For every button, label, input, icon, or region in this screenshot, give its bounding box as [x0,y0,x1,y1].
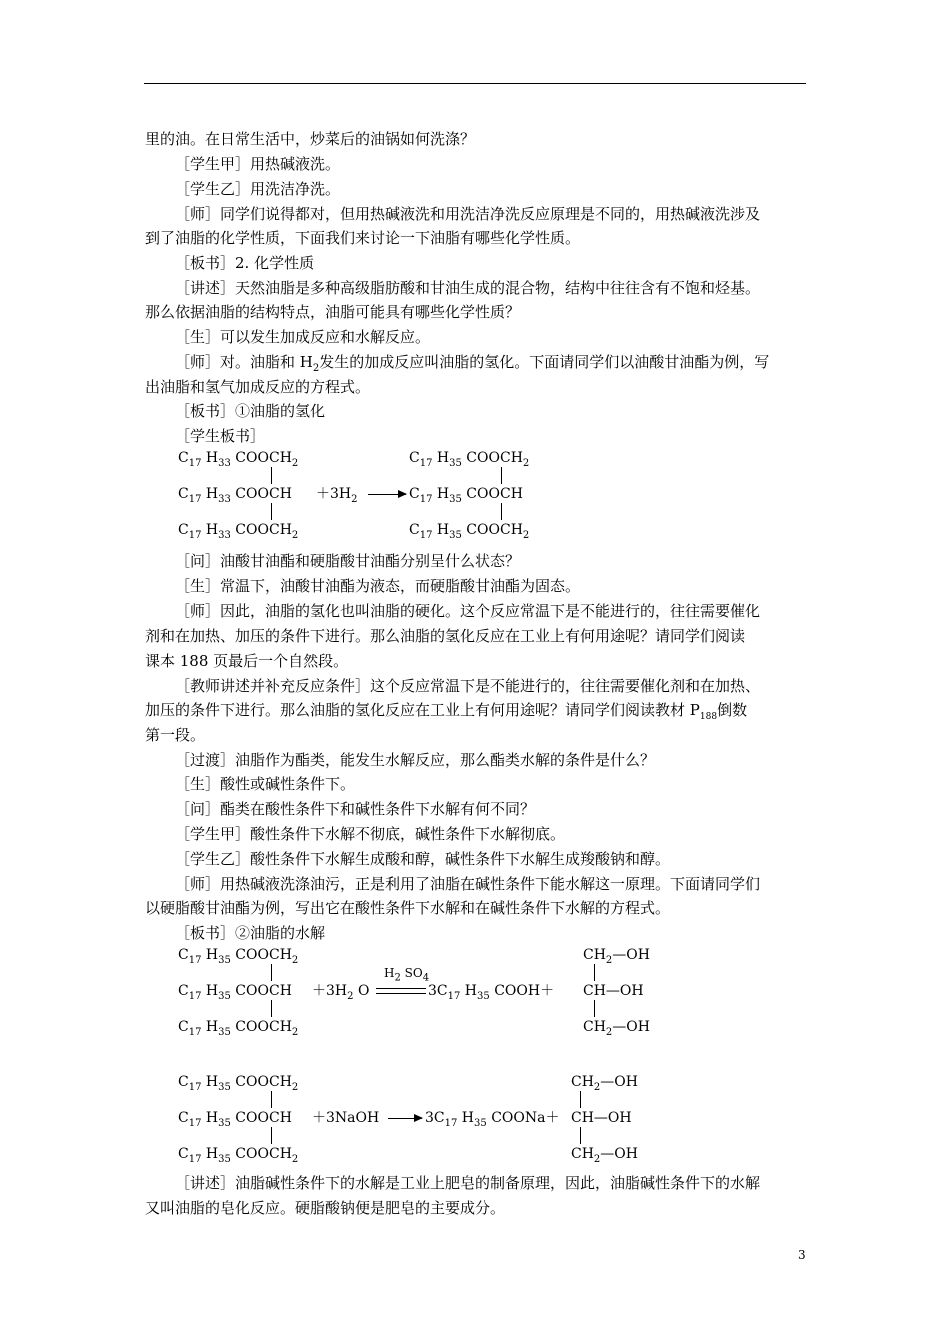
bond-line [271,1000,272,1017]
formula-left-top: $C_{17}$ $H_{35}$ $COOCH_2$ [178,1074,299,1093]
reaction-arrow [368,494,406,495]
formula-left-top: $C_{17}$ $H_{33}$ $COOCH_2$ [178,450,299,469]
text-line: ［师］同学们说得都对，但用热碱液洗和用洗洁净洗反应原理是不同的，用热碱液洗涉及 [175,205,761,223]
subscript: 2 [312,363,320,374]
text-line: 里的油。在日常生活中，炒菜后的油锅如何洗涤？ [145,130,476,148]
text-line: ［学生甲］用热碱液洗。 [175,155,341,173]
formula-left-mid: $C_{17}$ $H_{35}$ COOCH [178,1110,292,1129]
text-line: ［学生板书］ [175,427,266,445]
bond-line [501,467,502,484]
text-line: 课本 188 页最后一个自然段。 [145,652,349,670]
text-line: 那么依据油脂的结构特点，油脂可能具有哪些化学性质？ [145,303,521,321]
reaction-condition: $H_2$ $SO_4$ [384,966,430,984]
subscript: 188 [699,712,718,722]
text-line: 以硬脂酸甘油酯为例，写出它在酸性条件下水解和在碱性条件下水解的方程式。 [145,899,671,917]
text-line: ［生］酸性或碱性条件下。 [175,775,356,793]
text-line: 又叫油脂的皂化反应。硬脂酸钠便是肥皂的主要成分。 [145,1199,506,1217]
text-span: 发生的加成反应叫油脂的氢化。下面请同学们以油酸甘油酯为例，写 [319,353,770,371]
formula-left-bot: $C_{17}$ $H_{35}$ $COOCH_2$ [178,1019,299,1038]
formula-left-mid: $C_{17}$ $H_{33}$ COOCH [178,486,292,505]
text-line: 出油脂和氢气加成反应的方程式。 [145,378,371,396]
bond-line [594,964,595,981]
text-line: ［学生乙］酸性条件下水解生成酸和醇，碱性条件下水解生成羧酸钠和醇。 [175,850,671,868]
bond-line [594,1000,595,1017]
glycerol-mid: CH—OH [583,983,644,999]
text-line: ［板书］①油脂的氢化 [175,402,326,420]
text-line: ［过渡］油脂作为酯类，能发生水解反应，那么酯类水解的条件是什么？ [175,751,656,769]
page-number: 3 [798,1248,806,1262]
text-line: ［问］油酸甘油酯和硬脂酸甘油酯分别呈什么状态？ [175,552,521,570]
text-line: 到了油脂的化学性质，下面我们来讨论一下油脂有哪些化学性质。 [145,229,581,247]
text-line: ［板书］2. 化学性质 [175,254,315,272]
text-span: ［师］对。油脂和 H [175,353,313,371]
text-span: 加压的条件下进行。那么油脂的氢化反应在工业上有何用途呢？请同学们阅读教材 P [145,701,700,719]
formula-right-top: $C_{17}$ $H_{35}$ $COOCH_2$ [409,450,530,469]
reagent-water: $+3H_2$ O [312,983,370,1002]
bond-line [271,1091,272,1108]
formula-left-bot: $C_{17}$ $H_{33}$ $COOCH_2$ [178,522,299,541]
bond-line [580,1091,581,1108]
formula-left-mid: $C_{17}$ $H_{35}$ COOCH [178,983,292,1002]
glycerol-bot: $CH_2—OH$ [583,1019,650,1038]
product-sodium-stearate: $3C_{17}$ $H_{35}$ COONa＋ [425,1110,560,1129]
glycerol-mid: CH—OH [571,1110,632,1126]
formula-right-bot: $C_{17}$ $H_{35}$ $COOCH_2$ [409,522,530,541]
text-line: ［师］因此，油脂的氢化也叫油脂的硬化。这个反应常温下是不能进行的，往往需要催化 [175,602,761,620]
bond-line [501,503,502,520]
text-span: 倒数 [717,701,748,719]
text-line: ［生］常温下，油酸甘油酯为液态，而硬脂酸甘油酯为固态。 [175,577,581,595]
text-line: 第一段。 [145,726,206,744]
reagent-naoh: ＋3NaOH [312,1110,380,1126]
text-line [145,698,747,730]
bond-line [271,964,272,981]
formula-left-top: $C_{17}$ $H_{35}$ $COOCH_2$ [178,947,299,966]
glycerol-bot: $CH_2—OH$ [571,1146,638,1165]
glycerol-top: $CH_2—OH$ [571,1074,638,1093]
text-line: ［学生乙］用洗洁净洗。 [175,180,341,198]
header-rule [144,83,806,84]
text-line: ［讲述］油脂碱性条件下的水解是工业上肥皂的制备原理，因此，油脂碱性条件下的水解 [175,1174,761,1192]
bond-line [271,503,272,520]
text-line: ［问］酯类在酸性条件下和碱性条件下水解有何不同？ [175,800,536,818]
formula-right-mid: $C_{17}$ $H_{35}$ COOCH [409,486,523,505]
reaction-arrow [388,1118,422,1119]
formula-left-bot: $C_{17}$ $H_{35}$ $COOCH_2$ [178,1146,299,1165]
reaction-equilibrium-line [376,988,426,994]
text-line: ［师］用热碱液洗涤油污，正是利用了油脂在碱性条件下能水解这一原理。下面请同学们 [175,875,761,893]
text-line: ［生］可以发生加成反应和水解反应。 [175,328,431,346]
text-line: ［教师讲述并补充反应条件］这个反应常温下是不能进行的，往往需要催化剂和在加热、 [175,677,761,695]
text-line: ［学生甲］酸性条件下水解不彻底，碱性条件下水解彻底。 [175,825,566,843]
text-line: 剂和在加热、加压的条件下进行。那么油脂的氢化反应在工业上有何用途呢？请同学们阅读 [145,627,746,645]
bond-line [580,1127,581,1144]
text-line: ［板书］②油脂的水解 [175,924,326,942]
bond-line [271,1127,272,1144]
reagent-h2: $+3H_2$ [316,486,358,505]
product-stearic-acid: $3C_{17}$ $H_{35}$ COOH＋ [428,983,555,1002]
glycerol-top: $CH_2—OH$ [583,947,650,966]
text-line: ［讲述］天然油脂是多种高级脂肪酸和甘油生成的混合物，结构中往往含有不饱和烃基。 [175,279,761,297]
bond-line [271,467,272,484]
